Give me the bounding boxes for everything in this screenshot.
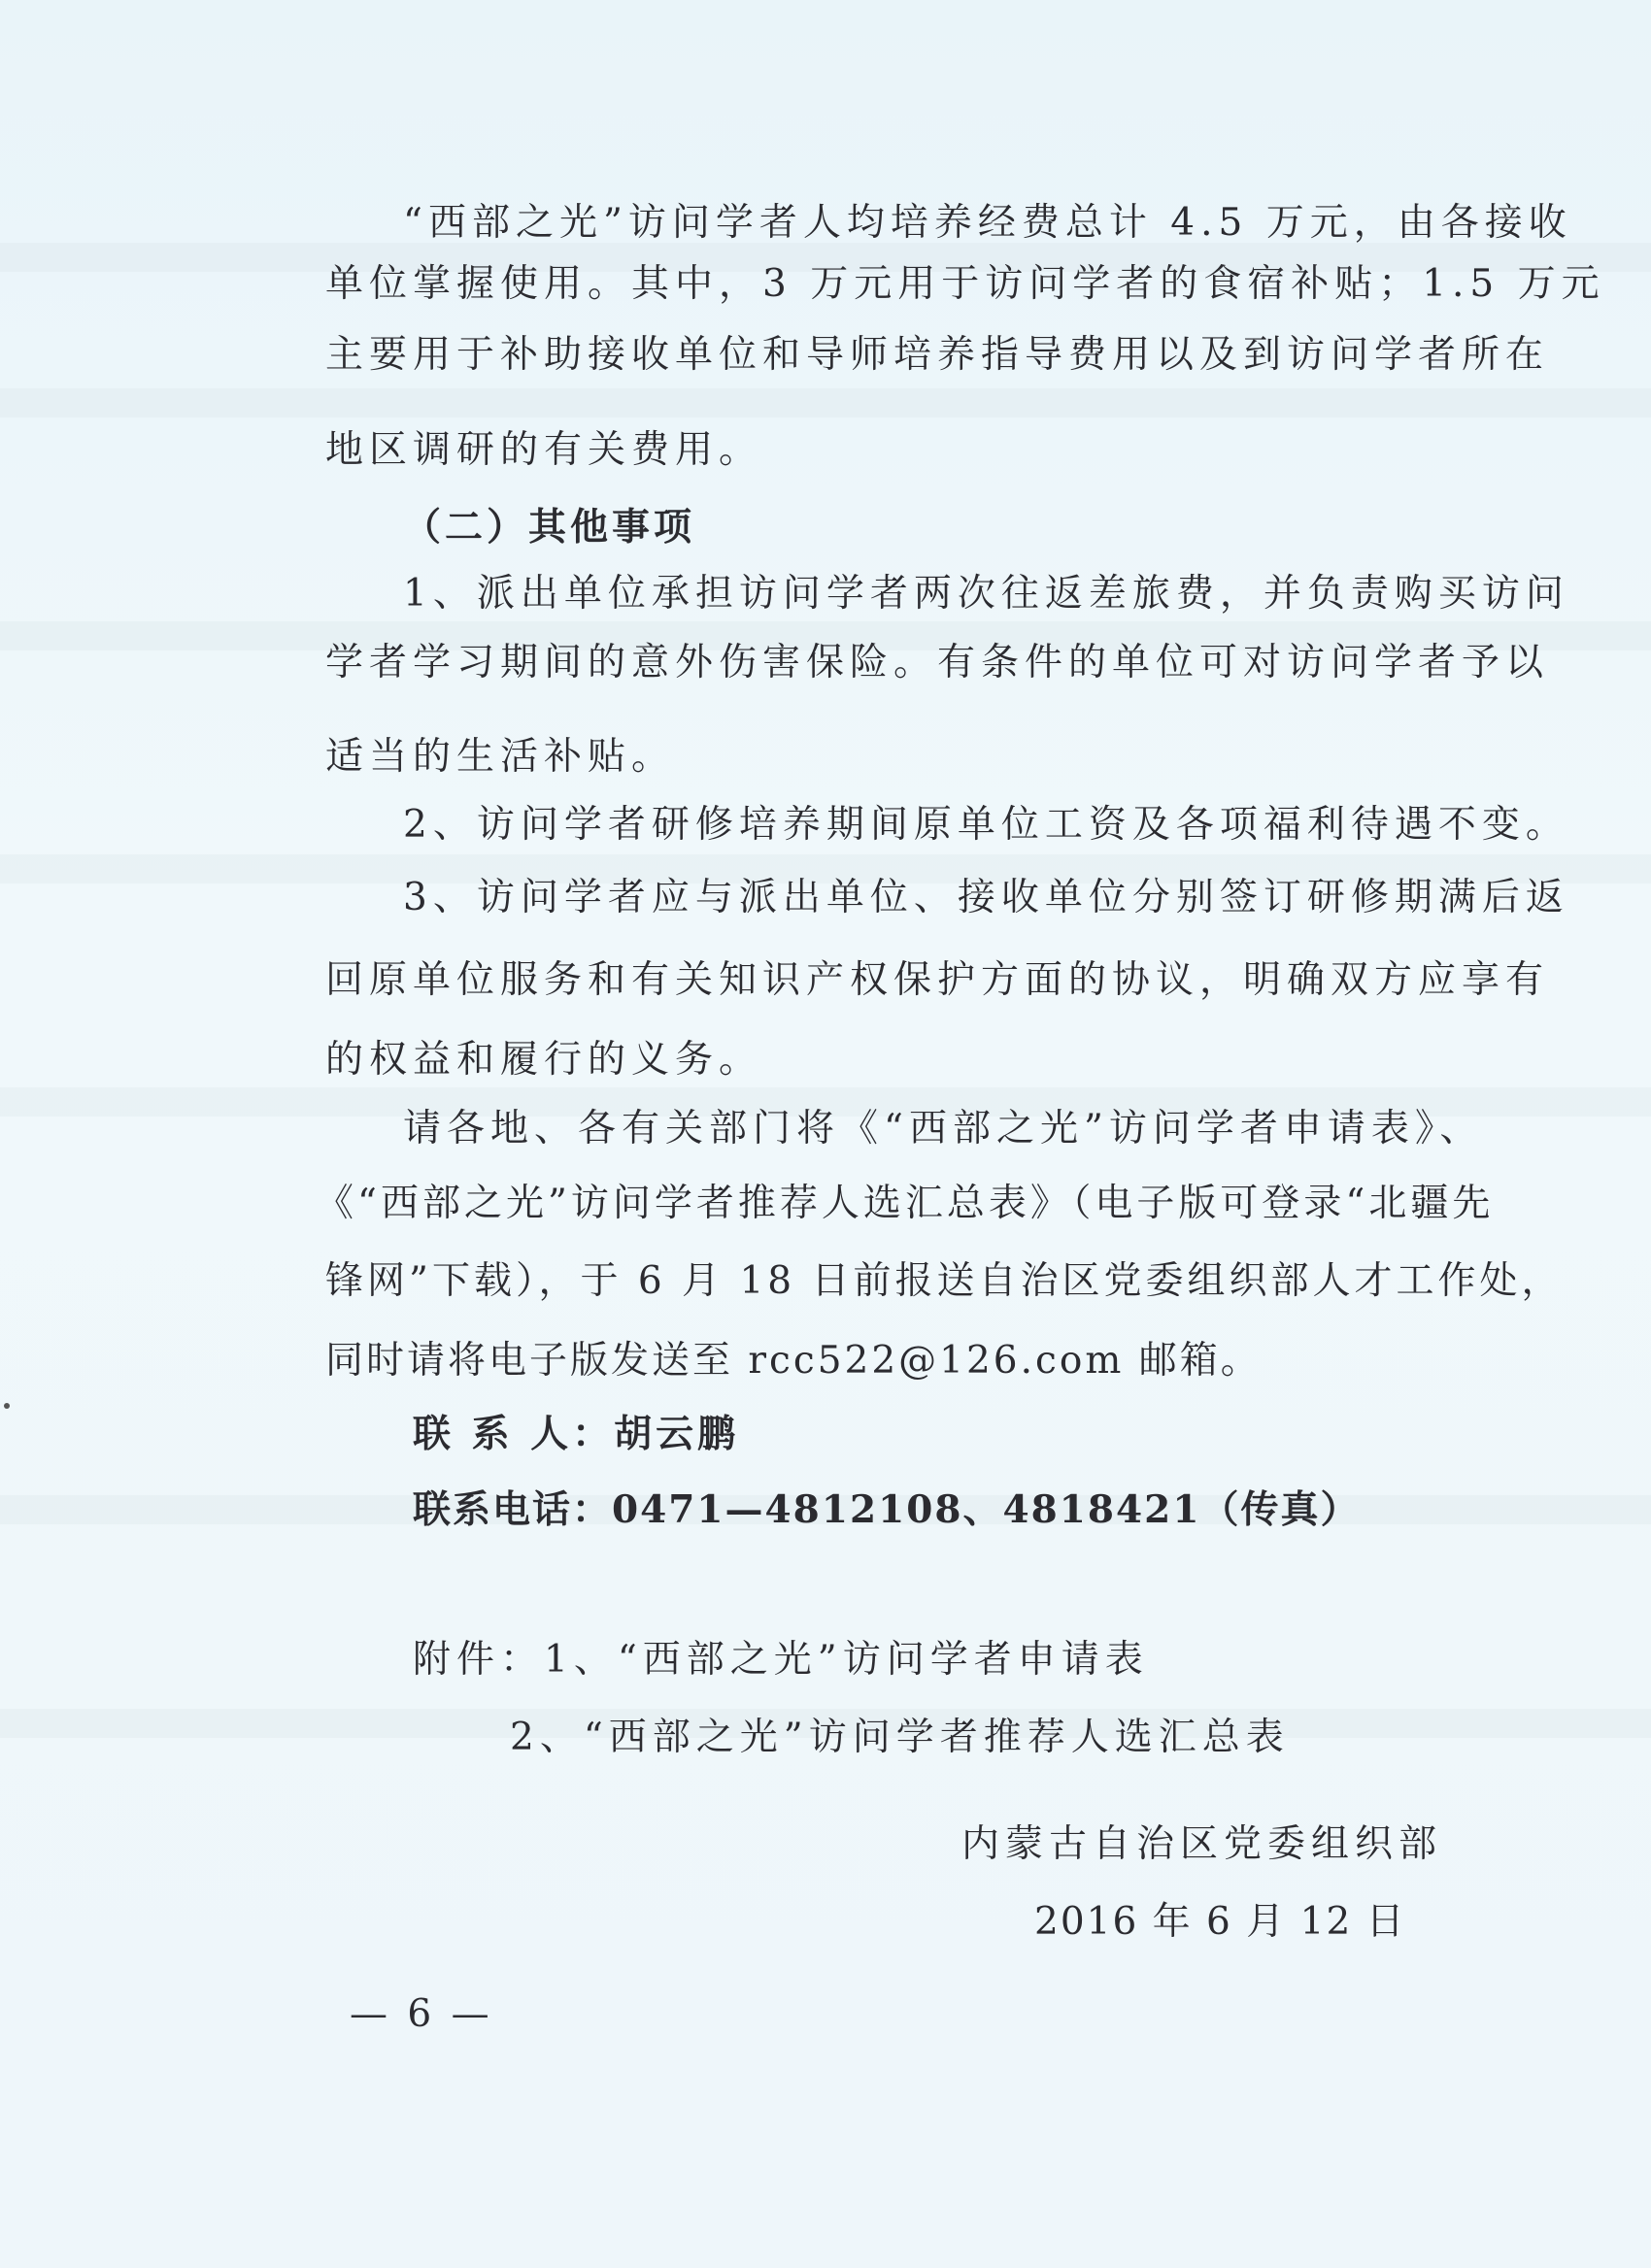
- paragraph-line: 主要用于补助接收单位和导师培养指导费用以及到访问学者所在: [325, 333, 1550, 377]
- paragraph-line: 同时请将电子版发送至 rcc522@126.com 邮箱。: [325, 1339, 1262, 1383]
- contact-phone: 联系电话：0471—4812108、4818421（传真）: [413, 1487, 1361, 1532]
- paragraph-line: 的权益和履行的义务。: [325, 1038, 763, 1082]
- paragraph-line: 锋网”下载），于 6 月 18 日前报送自治区党委组织部人才工作处，: [325, 1259, 1564, 1303]
- paragraph-line: 2、访问学者研修培养期间原单位工资及各项福利待遇不变。: [403, 803, 1569, 847]
- paragraph-line: 3、访问学者应与派出单位、接收单位分别签订研修期满后返: [403, 876, 1569, 919]
- attachment-2: 2、“西部之光”访问学者推荐人选汇总表: [510, 1716, 1290, 1759]
- paragraph-line: 学者学习期间的意外伤害保险。有条件的单位可对访问学者予以: [325, 641, 1550, 684]
- bleed-through-line: [0, 388, 1651, 417]
- paragraph-line: 《“西部之光”访问学者推荐人选汇总表》（电子版可登录“北疆先: [316, 1182, 1495, 1225]
- signature-organization: 内蒙古自治区党委组织部: [961, 1822, 1443, 1866]
- section-heading: （二）其他事项: [403, 505, 696, 550]
- paragraph-line: “西部之光”访问学者人均培养经费总计 4.5 万元，由各接收: [403, 201, 1572, 245]
- paragraph-line: 地区调研的有关费用。: [325, 428, 763, 472]
- scan-speck: [4, 1403, 10, 1409]
- signature-date: 2016 年 6 月 12 日: [1034, 1900, 1406, 1944]
- paragraph-line: 请各地、各有关部门将《“西部之光”访问学者申请表》、: [403, 1107, 1484, 1151]
- attachment-1: 附件：1、“西部之光”访问学者申请表: [413, 1638, 1149, 1682]
- paragraph-line: 适当的生活补贴。: [325, 735, 676, 779]
- contact-person: 联 系 人：胡云鹏: [413, 1412, 740, 1456]
- page-number: — 6 —: [350, 1992, 493, 2036]
- paragraph-line: 回原单位服务和有关知识产权保护方面的协议，明确双方应享有: [325, 958, 1550, 1002]
- paragraph-line: 单位掌握使用。其中，3 万元用于访问学者的食宿补贴；1.5 万元: [325, 262, 1605, 306]
- paragraph-line: 1、派出单位承担访问学者两次往返差旅费，并负责购买访问: [403, 572, 1569, 616]
